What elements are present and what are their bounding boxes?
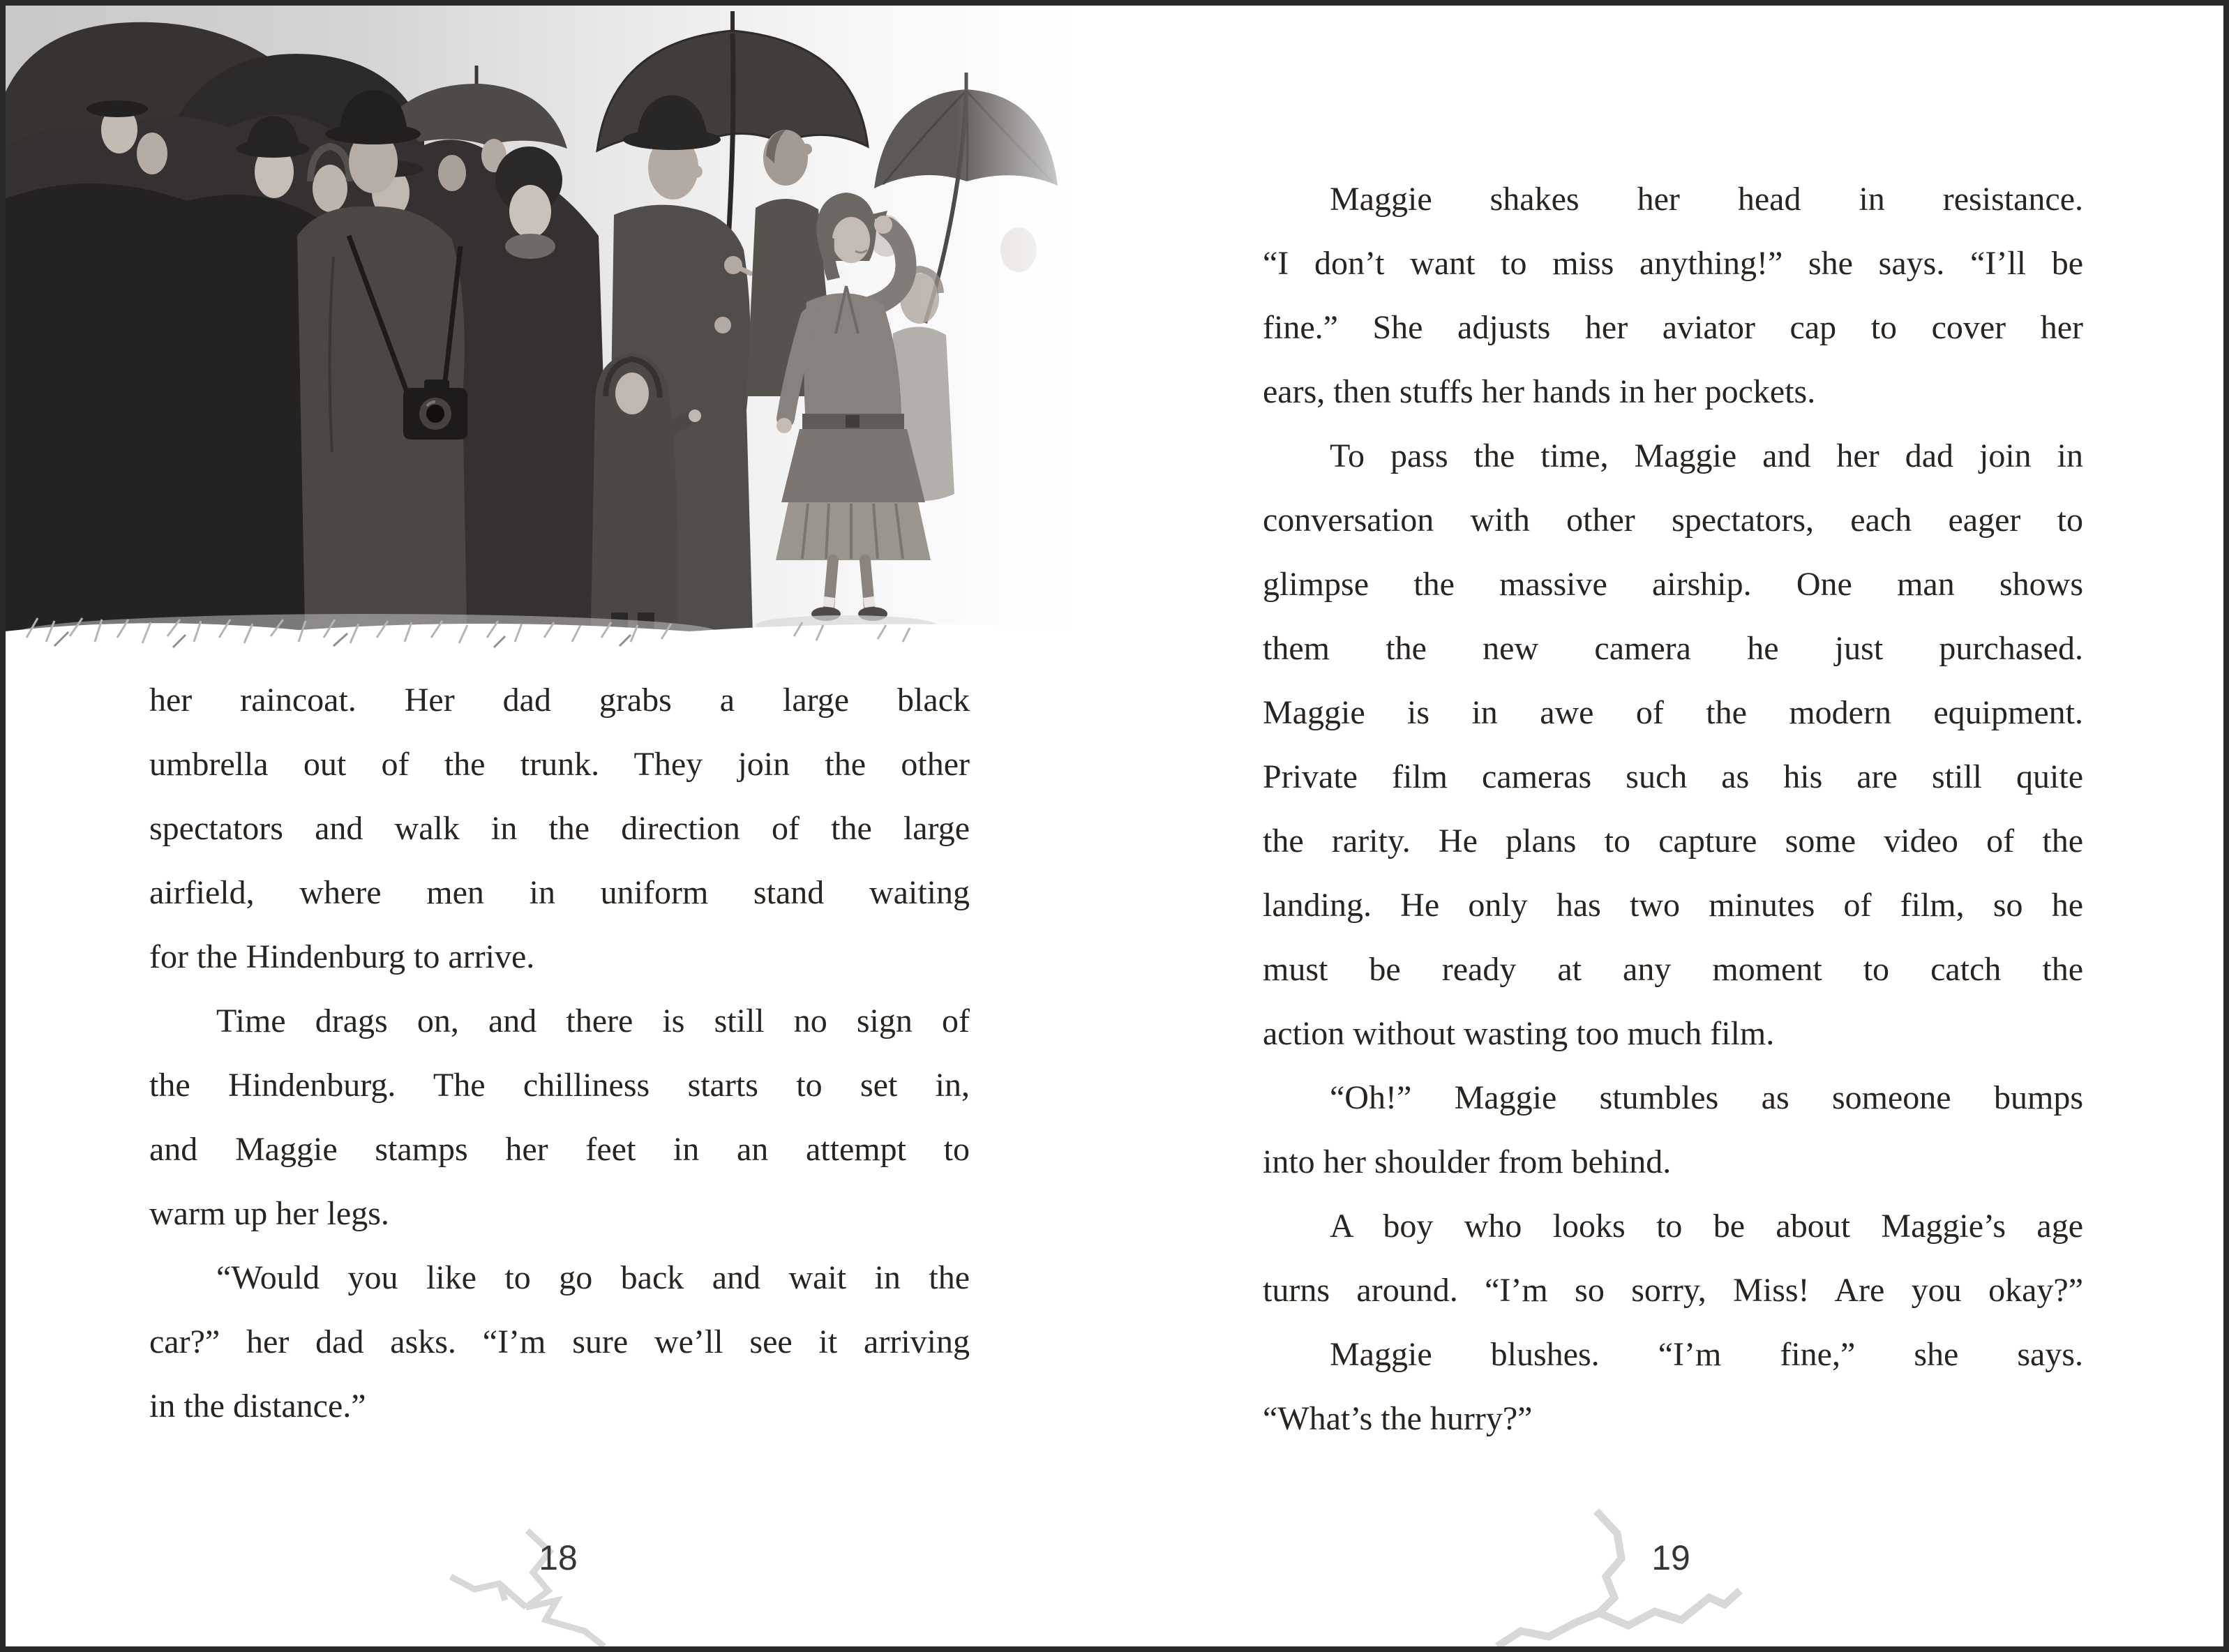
page-number-left: 18 — [539, 1538, 578, 1577]
text-line: into her shoulder from behind. — [1263, 1143, 1672, 1180]
text-line: conversation with other spectators, each eager to — [1263, 502, 2083, 539]
text-line: fine.” She adjusts her aviator cap to cover her — [1263, 309, 2083, 346]
text-line: Time drags on, and there is still no sign of — [216, 1003, 970, 1039]
text-line: the Hindenburg. The chilliness starts to set in, — [149, 1067, 970, 1104]
text-line: turns around. “I’m so sorry, Miss! Are you okay?” — [1263, 1272, 2083, 1309]
text-line: To pass the time, Maggie and her dad join in — [1330, 437, 2083, 474]
text-line: spectators and walk in the direction of the large — [149, 810, 970, 847]
text-line: warm up her legs. — [149, 1195, 389, 1232]
text-line: ears, then stuffs her hands in her pockets. — [1263, 373, 1816, 410]
pleated-skirt — [776, 502, 931, 560]
page-number-right: 19 — [1651, 1538, 1690, 1577]
right-fade — [954, 6, 1111, 659]
text-line: Private film cameras such as his are still quite — [1263, 758, 2083, 795]
text-line: for the Hindenburg to arrive. — [149, 938, 535, 975]
text-line: her raincoat. Her dad grabs a large black — [149, 682, 970, 719]
text-line: glimpse the massive airship. One man shows — [1263, 566, 2083, 603]
text-line: landing. He only has two minutes of film, so he — [1263, 887, 2083, 924]
text-line: Maggie shakes her head in resistance. — [1330, 181, 2083, 218]
text-line: “What’s the hurry?” — [1263, 1400, 1533, 1437]
text-line: Maggie blushes. “I’m fine,” she says. — [1330, 1336, 2083, 1373]
right-page-text — [1263, 167, 2083, 1451]
left-page-text — [149, 668, 970, 1439]
text-line: car?” her dad asks. “I’m sure we’ll see it arriving — [149, 1323, 970, 1360]
camera-icon — [403, 380, 467, 440]
text-line: umbrella out of the trunk. They join the other — [149, 746, 970, 783]
text-line: the rarity. He plans to capture some video of the — [1263, 823, 2083, 859]
text-line: “Would you like to go back and wait in the — [216, 1259, 970, 1296]
text-line: them the new camera he just purchased. — [1263, 630, 2083, 667]
crowd-illustration — [6, 6, 1111, 659]
spread-inner — [6, 6, 2223, 1646]
text-line: action without wasting too much film. — [1263, 1015, 1775, 1052]
text-line: Maggie is in awe of the modern equipment. — [1263, 694, 2083, 731]
text-line: airfield, where men in uniform stand waiting — [149, 874, 970, 911]
text-line: A boy who looks to be about Maggie’s age — [1330, 1208, 2083, 1245]
text-line: in the distance.” — [149, 1388, 366, 1425]
text-line: “I don’t want to miss anything!” she says. “I’ll be — [1263, 245, 2083, 282]
text-line: and Maggie stamps her feet in an attempt to — [149, 1131, 970, 1168]
text-line: must be ready at any moment to catch the — [1263, 951, 2083, 988]
text-line: “Oh!” Maggie stumbles as someone bumps — [1330, 1079, 2083, 1116]
